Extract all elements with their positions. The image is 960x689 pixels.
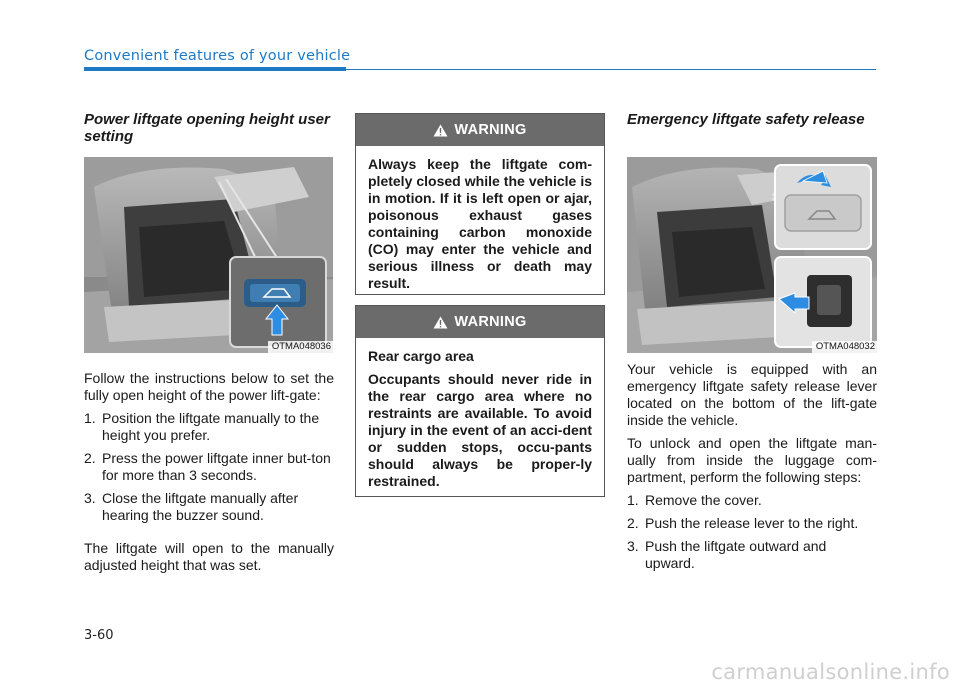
liftgate-illustration <box>84 157 333 353</box>
warning-label: WARNING <box>454 122 527 138</box>
step-number: 2. <box>627 515 639 531</box>
list-item <box>84 450 334 484</box>
warning-triangle-icon <box>433 316 448 329</box>
header-rule-thick <box>84 67 346 71</box>
list-item <box>84 410 334 444</box>
step-text: Push the release lever to the right. <box>645 515 859 531</box>
right-paragraph-1: Your vehicle is equipped with an emergency liftgate safety release lever located on the bottom of the lift-gate inside the vehicle. <box>627 361 877 428</box>
left-body <box>84 370 334 580</box>
step-text: Push the liftgate outward and upward. <box>645 538 827 571</box>
warning-label: WARNING <box>454 314 527 330</box>
step-text: Position the liftgate manually to the height you prefer. <box>102 410 320 443</box>
step-number: 3. <box>627 538 639 554</box>
header-rule-thin <box>346 69 876 71</box>
warning-subtitle: Rear cargo area <box>368 348 474 364</box>
step-text: Press the power liftgate inner but-ton for more than 3 seconds. <box>102 450 331 483</box>
list-item <box>627 515 877 532</box>
left-intro-paragraph: Follow the instructions below to set the fully open height of the power lift-gate: <box>84 370 334 403</box>
step-number: 1. <box>627 492 639 508</box>
heading-power-liftgate-height: Power liftgate opening height user setting <box>84 111 330 145</box>
step-text: Close the liftgate manually after hearing the buzzer sound. <box>102 490 299 523</box>
warning-box-rear-cargo <box>355 305 605 497</box>
right-body <box>627 361 877 578</box>
warning-body <box>356 338 604 490</box>
figure-emergency-release-lever <box>627 157 877 353</box>
section-header-title: Convenient features of your vehicle <box>84 48 351 64</box>
right-paragraph-2: To unlock and open the liftgate man-ually from inside the luggage com-partment, perform the following steps: <box>627 435 877 485</box>
list-item <box>627 538 877 572</box>
step-text: Remove the cover. <box>645 492 762 508</box>
left-outro-paragraph: The liftgate will open to the manually adjusted height that was set. <box>84 540 334 573</box>
figure-liftgate-inner-button <box>84 157 333 353</box>
figure-code-right: OTMA048032 <box>812 341 877 353</box>
warning-header <box>356 114 604 146</box>
step-number: 2. <box>84 450 96 466</box>
right-steps-list <box>627 492 877 572</box>
heading-emergency-release: Emergency liftgate safety release <box>627 111 865 128</box>
list-item <box>84 490 334 524</box>
figure-code-left: OTMA048036 <box>268 341 333 353</box>
watermark-link[interactable]: carmanualsonline.info <box>711 660 950 684</box>
warning-text: Occupants should never ride in the rear cargo area where no restraints are available. To avoid injury in the event of an acci-dent or sudden stops, occu-pants should always be proper-ly restrained. <box>368 371 592 489</box>
warning-body <box>356 146 604 292</box>
left-steps-list <box>84 410 334 524</box>
step-number: 3. <box>84 490 96 506</box>
warning-box-liftgate-closed <box>355 113 605 295</box>
warning-text: Always keep the liftgate com-pletely closed while the vehicle is in motion. If it is left open or ajar, poisonous exhaust gases containing carbon monoxide (CO) may enter the vehicle and serious illness or death may result. <box>368 156 592 291</box>
step-number: 1. <box>84 410 96 426</box>
page-number: 3-60 <box>84 628 114 643</box>
list-item <box>627 492 877 509</box>
warning-triangle-icon <box>433 124 448 137</box>
emergency-release-illustration <box>627 157 877 353</box>
warning-header <box>356 306 604 338</box>
